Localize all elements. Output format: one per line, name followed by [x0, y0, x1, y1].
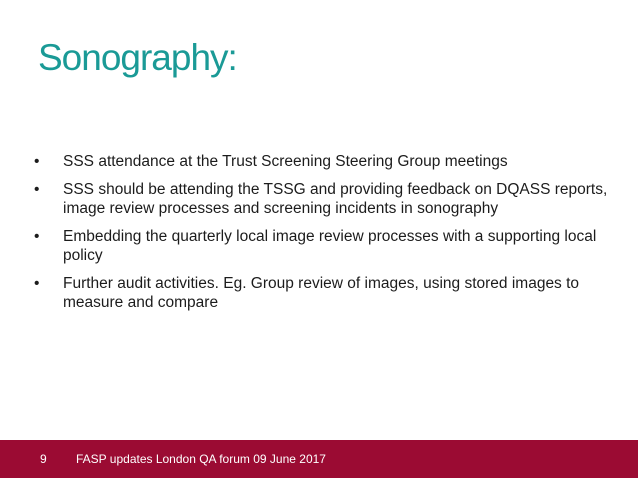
- bullet-text: Embedding the quarterly local image review processes with a supporting local policy: [63, 228, 597, 264]
- bullet-item: [34, 227, 609, 265]
- page-number: 9: [40, 452, 47, 466]
- bullet-marker: •: [34, 181, 40, 198]
- bullet-list: [34, 152, 609, 321]
- bullet-text: SSS attendance at the Trust Screening Steering Group meetings: [63, 153, 508, 170]
- bullet-text: Further audit activities. Eg. Group review of images, using stored images to measure and compare: [63, 275, 580, 311]
- bullet-marker: •: [34, 153, 40, 170]
- footer-text: FASP updates London QA forum 09 June 2017: [76, 452, 326, 466]
- bullet-item: [34, 274, 609, 312]
- bullet-marker: •: [34, 275, 40, 292]
- bullet-text: SSS should be attending the TSSG and providing feedback on DQASS reports, image review processes and screening incidents in sonography: [63, 181, 608, 217]
- bullet-item: [34, 152, 609, 171]
- slide-title: Sonography:: [38, 37, 237, 78]
- footer-bar: [0, 440, 638, 478]
- bullet-item: [34, 180, 609, 218]
- bullet-marker: •: [34, 228, 40, 245]
